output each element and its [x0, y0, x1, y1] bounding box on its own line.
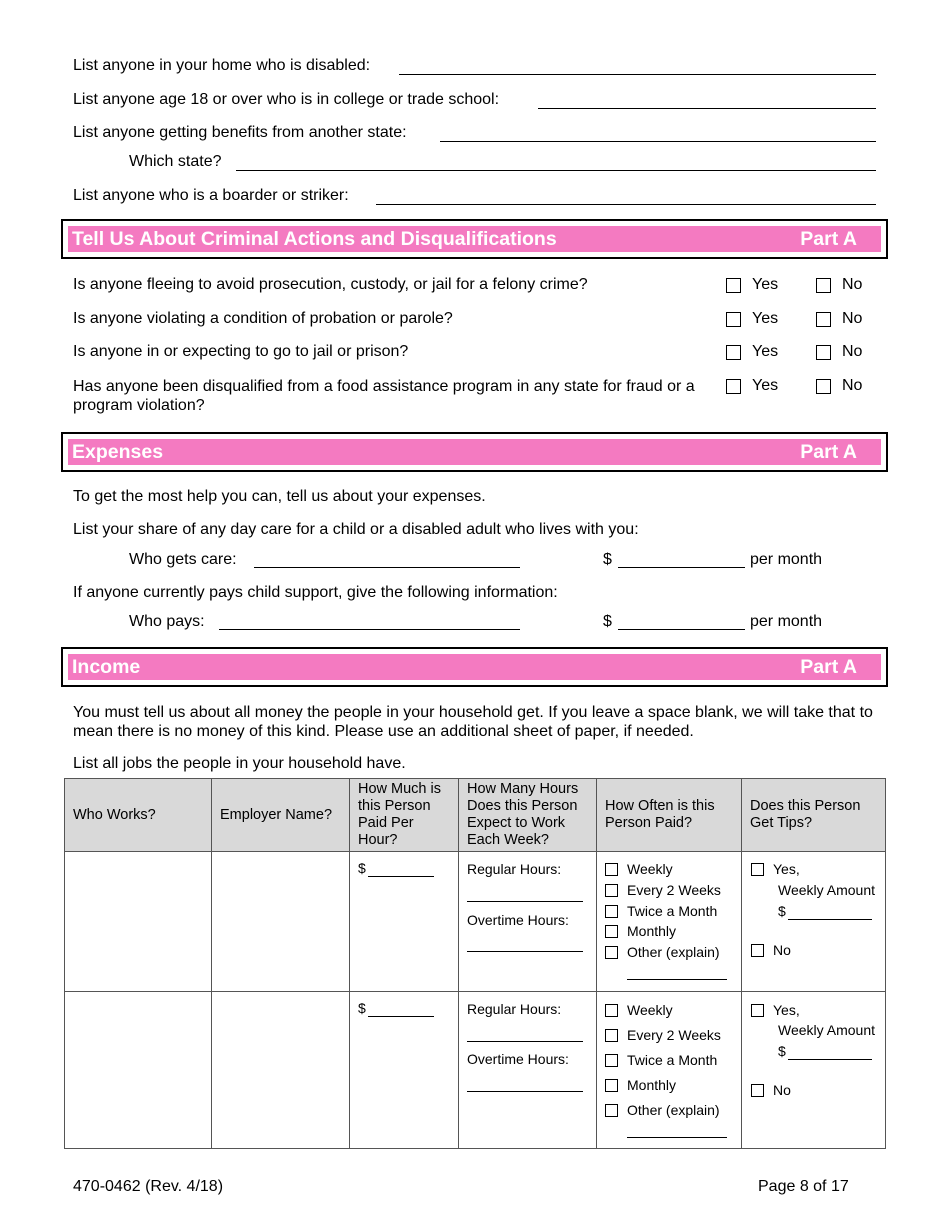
college-label: List anyone age 18 or over who is in college or trade school: [73, 91, 500, 108]
who-works-cell[interactable] [65, 992, 212, 1149]
tips-no-checkbox[interactable] [751, 944, 764, 957]
weekly-checkbox[interactable] [605, 1004, 618, 1017]
income-intro: You must tell us about all money the people in your household get. If you leave a space blank, we will take that to mean there is no money of this kind. Please use an additional sheet of paper, if needed. [73, 704, 873, 740]
jobs-table-header [65, 779, 886, 852]
col-tips: Does this Person Get Tips? [742, 779, 886, 852]
col-hours: How Many Hours Does this Person Expect to Work Each Week? [459, 779, 597, 852]
no-label: No [842, 310, 863, 327]
tips-yes-checkbox[interactable] [751, 863, 764, 876]
benefits-field[interactable] [440, 141, 876, 142]
every-2-weeks-label: Every 2 Weeks [627, 882, 721, 898]
jobs-label: List all jobs the people in your household have. [73, 755, 406, 772]
tips-no-checkbox[interactable] [751, 1084, 764, 1097]
weekly-label: Weekly [627, 1002, 673, 1018]
boarder-field[interactable] [376, 204, 876, 205]
frequency-cell [597, 852, 742, 992]
tips-cell [742, 852, 886, 992]
overtime-hours-field[interactable] [467, 1091, 583, 1092]
criminal-section-title: Tell Us About Criminal Actions and Disqualifications [72, 228, 557, 250]
per-month-label: per month [750, 551, 823, 568]
tips-yes-label: Yes, [773, 1002, 800, 1018]
weekly-amount-label: Weekly Amount [778, 882, 876, 898]
probation-yes-checkbox[interactable] [726, 312, 741, 327]
per-month-label: per month [750, 613, 823, 630]
twice-a-month-checkbox[interactable] [605, 1054, 618, 1067]
overtime-hours-field[interactable] [467, 951, 583, 952]
daycare-label: List your share of any day care for a child or a disabled adult who lives with you: [73, 521, 639, 538]
dollar-sign: $ [603, 613, 612, 630]
regular-hours-field[interactable] [467, 901, 583, 902]
pay-cell [350, 852, 459, 992]
other-label: Other (explain) [627, 944, 720, 960]
question-disqualified: Has anyone been disqualified from a food assistance program in any state for fraud or a program violation? [73, 378, 695, 414]
page-number: Page 8 of 17 [758, 1178, 849, 1195]
overtime-hours-label: Overtime Hours: [467, 1051, 569, 1067]
tips-amount-field[interactable] [788, 919, 872, 920]
probation-no-checkbox[interactable] [816, 312, 831, 327]
table-row [65, 992, 886, 1149]
criminal-section-header [61, 219, 888, 259]
dollar-sign: $ [358, 1000, 366, 1016]
other-explain-field[interactable] [627, 979, 727, 980]
col-employer: Employer Name? [212, 779, 350, 852]
who-pays-field[interactable] [219, 629, 520, 630]
expenses-section-header [61, 432, 888, 472]
dollar-sign: $ [778, 1043, 786, 1059]
employer-cell[interactable] [212, 852, 350, 992]
income-section-header [61, 647, 888, 687]
disqualified-yes-checkbox[interactable] [726, 379, 741, 394]
every-2-weeks-checkbox[interactable] [605, 1029, 618, 1042]
college-field[interactable] [538, 108, 876, 109]
child-support-amount-field[interactable] [618, 629, 745, 630]
other-checkbox[interactable] [605, 946, 618, 959]
tips-yes-label: Yes, [773, 861, 800, 877]
disabled-label: List anyone in your home who is disabled: [73, 57, 371, 74]
monthly-label: Monthly [627, 1077, 677, 1093]
other-explain-field[interactable] [627, 1137, 727, 1138]
monthly-checkbox[interactable] [605, 925, 618, 938]
monthly-checkbox[interactable] [605, 1079, 618, 1092]
which-state-label: Which state? [129, 153, 222, 170]
pay-rate-field[interactable] [368, 876, 434, 877]
pay-cell [350, 992, 459, 1149]
twice-a-month-label: Twice a Month [627, 1052, 718, 1068]
daycare-amount-field[interactable] [618, 567, 745, 568]
every-2-weeks-label: Every 2 Weeks [627, 1027, 721, 1043]
hours-cell [459, 992, 597, 1149]
form-number: 470-0462 (Rev. 4/18) [73, 1178, 224, 1195]
child-support-label: If anyone currently pays child support, give the following information: [73, 584, 558, 601]
fleeing-no-checkbox[interactable] [816, 278, 831, 293]
no-label: No [842, 343, 863, 360]
criminal-section-part: Part A [800, 228, 857, 250]
regular-hours-field[interactable] [467, 1041, 583, 1042]
who-pays-label: Who pays: [129, 613, 205, 630]
pay-rate-field[interactable] [368, 1016, 434, 1017]
tips-cell [742, 992, 886, 1149]
col-who-works: Who Works? [65, 779, 212, 852]
disqualified-no-checkbox[interactable] [816, 379, 831, 394]
question-jail: Is anyone in or expecting to go to jail or prison? [73, 343, 409, 360]
overtime-hours-label: Overtime Hours: [467, 912, 569, 928]
other-label: Other (explain) [627, 1102, 720, 1118]
question-fleeing: Is anyone fleeing to avoid prosecution, custody, or jail for a felony crime? [73, 276, 588, 293]
yes-label: Yes [752, 276, 779, 293]
dollar-sign: $ [358, 860, 366, 876]
tips-amount-field[interactable] [788, 1059, 872, 1060]
tips-yes-checkbox[interactable] [751, 1004, 764, 1017]
twice-a-month-label: Twice a Month [627, 903, 718, 919]
benefits-label: List anyone getting benefits from another state: [73, 124, 407, 141]
every-2-weeks-checkbox[interactable] [605, 884, 618, 897]
expenses-intro: To get the most help you can, tell us about your expenses. [73, 488, 486, 505]
jobs-table [64, 778, 886, 1149]
no-label: No [842, 377, 863, 394]
hours-cell [459, 852, 597, 992]
weekly-checkbox[interactable] [605, 863, 618, 876]
weekly-amount-label: Weekly Amount [778, 1022, 876, 1038]
fleeing-yes-checkbox[interactable] [726, 278, 741, 293]
which-state-field[interactable] [236, 170, 876, 171]
regular-hours-label: Regular Hours: [467, 861, 562, 877]
other-checkbox[interactable] [605, 1104, 618, 1117]
weekly-label: Weekly [627, 861, 673, 877]
employer-cell[interactable] [212, 992, 350, 1149]
who-gets-care-label: Who gets care: [129, 551, 237, 568]
question-probation: Is anyone violating a condition of probation or parole? [73, 310, 453, 327]
yes-label: Yes [752, 310, 779, 327]
jail-yes-checkbox[interactable] [726, 345, 741, 360]
col-pay-frequency: How Often is this Person Paid? [597, 779, 742, 852]
regular-hours-label: Regular Hours: [467, 1001, 562, 1017]
no-label: No [842, 276, 863, 293]
income-section-title: Income [72, 656, 141, 678]
yes-label: Yes [752, 377, 779, 394]
frequency-cell [597, 992, 742, 1149]
income-section-part: Part A [800, 656, 857, 678]
twice-a-month-checkbox[interactable] [605, 905, 618, 918]
monthly-label: Monthly [627, 923, 677, 939]
who-gets-care-field[interactable] [254, 567, 520, 568]
expenses-section-title: Expenses [72, 441, 164, 463]
tips-no-label: No [773, 1082, 791, 1098]
jail-no-checkbox[interactable] [816, 345, 831, 360]
table-row [65, 852, 886, 992]
dollar-sign: $ [603, 551, 612, 568]
yes-label: Yes [752, 343, 779, 360]
expenses-section-part: Part A [800, 441, 857, 463]
tips-no-label: No [773, 942, 791, 958]
who-works-cell[interactable] [65, 852, 212, 992]
col-pay-per-hour: How Much is this Person Paid Per Hour? [350, 779, 459, 852]
boarder-label: List anyone who is a boarder or striker: [73, 187, 349, 204]
disabled-field[interactable] [399, 74, 876, 75]
dollar-sign: $ [778, 903, 786, 919]
